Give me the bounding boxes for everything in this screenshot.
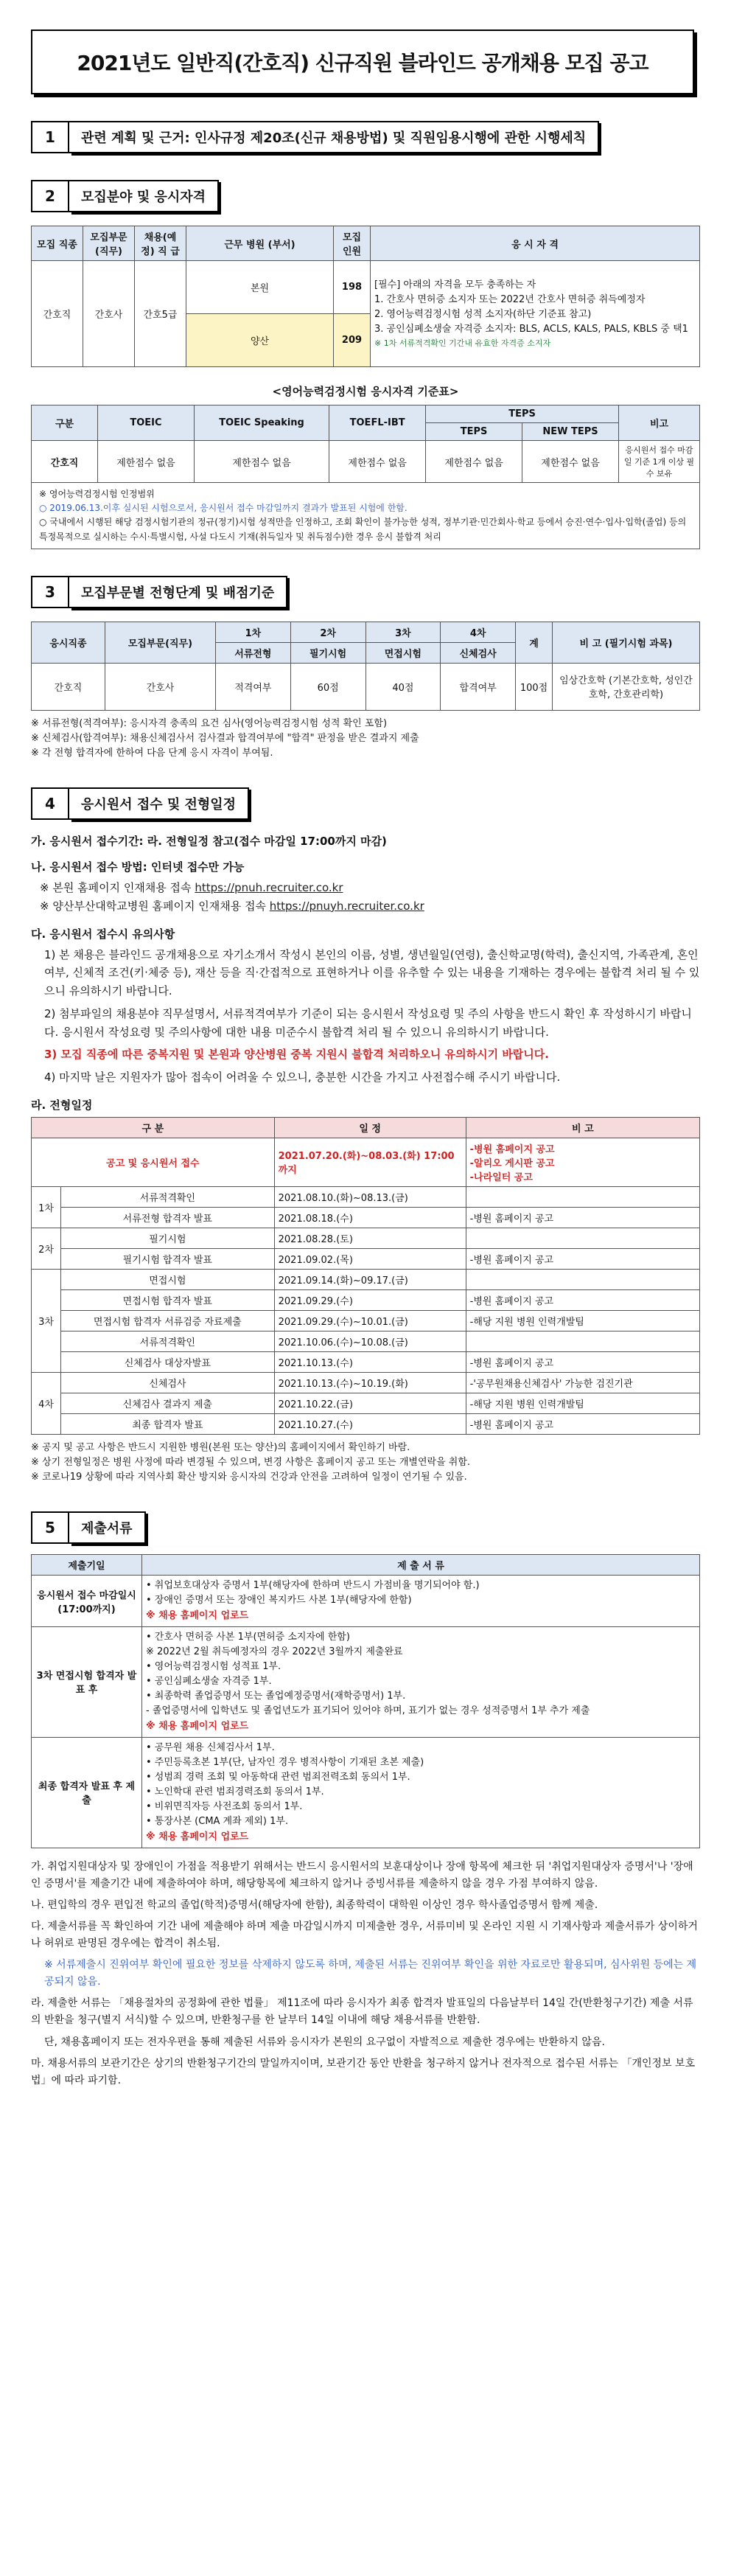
table-cell: 적격여부 <box>216 663 291 710</box>
note-line: ※ 각 전형 합격자에 한하여 다음 단계 응시 자격이 부여됨. <box>31 748 273 759</box>
apply-method: 나. 응시원서 접수 방법: 인터넷 접수만 가능 <box>31 860 245 874</box>
qual-note: ※ 1차 서류적격확인 기간내 유효한 자격증 소지자 <box>374 338 551 349</box>
schedule-item: 신체검사 <box>61 1372 275 1393</box>
schedule-note: -해당 지원 병원 인력개발팀 <box>466 1393 699 1413</box>
stage-table <box>31 622 700 711</box>
section-number: 5 <box>31 1511 69 1544</box>
section-5-header <box>31 1511 700 1544</box>
schedule-note <box>466 1269 699 1289</box>
schedule-note: -병원 홈페이지 공고 <box>466 1248 699 1269</box>
schedule-note <box>466 1186 699 1207</box>
english-notes <box>31 483 700 549</box>
doc-when: 3차 면접시험 합격자 발표 후 <box>32 1626 142 1737</box>
table-header: NEW TEPS <box>522 423 619 441</box>
schedule-item: 최종 합격자 발표 <box>61 1413 275 1434</box>
stage-cell: 4차 <box>32 1372 61 1434</box>
table-header: 일 정 <box>274 1117 466 1138</box>
link-text: 본원 홈페이지 인재채용 접속 <box>52 881 192 895</box>
note-line: ※ 신체검사(합격여부): 채용신체검사서 검사결과 합격여부에 "합격" 판정을 받은 결과지 제출 <box>31 732 419 744</box>
table-header: 2차 <box>290 622 366 642</box>
table-cell: 제한점수 없음 <box>98 441 195 483</box>
table-header: TOEIC Speaking <box>194 405 329 441</box>
table-header: 제출기일 <box>32 1555 142 1576</box>
table-header: 면접시험 <box>366 642 441 663</box>
schedule-item: 신체검사 결과지 제출 <box>61 1393 275 1413</box>
caution-list <box>31 946 700 1087</box>
doc-item: - 졸업증명서에 입학년도 및 졸업년도가 표기되어 있어야 하며, 표기가 없는 경우 성적증명서 1부 추가 제출 <box>146 1705 590 1717</box>
doc-item: • 주민등록초본 1부(단, 남자인 경우 병적사항이 기재된 초본 제출) <box>146 1756 424 1768</box>
documents-notes <box>31 1859 700 2089</box>
qual-item: 2. 영어능력검정시험 성적 소지자(하단 기준표 참고) <box>374 308 592 320</box>
section-number: 4 <box>31 787 69 820</box>
link-row <box>31 897 700 916</box>
doc-items <box>142 1626 700 1737</box>
caution-title: 다. 응시원서 접수시 유의사항 <box>31 927 175 941</box>
recruit-link-main[interactable]: https://pnuh.recruiter.co.kr <box>195 881 343 895</box>
schedule-date: 2021.08.18.(수) <box>274 1207 466 1228</box>
note-line: ※ 코로나19 상황에 따라 지역사회 확산 방지와 응시자의 건강과 안전을 고려하여 일정이 연기될 수 있음. <box>31 1472 467 1483</box>
doc-item: • 공인심폐소생술 자격증 1부. <box>146 1676 272 1688</box>
doc-note: 다. 제출서류를 꼭 확인하여 기간 내에 제출해야 하며 제출 마감일시까지 미제출한 경우, 서류미비 및 온라인 지원 시 기재사항과 제출서류가 상이하거나 허위로 판명된 경우에는 합격이 취소됨. <box>31 1921 698 1950</box>
table-header: 1차 <box>216 622 291 642</box>
note-line: ※ 상기 전형일정은 병원 사정에 따라 변경될 수 있으며, 변경 사항은 홈페이지 공고 또는 개별연락을 취함. <box>31 1457 471 1469</box>
table-cell: 임상간호학 (기본간호학, 성인간호학, 간호관리학) <box>553 663 700 710</box>
table-header: TEPS <box>426 423 522 441</box>
doc-note: 라. 제출한 서류는 「채용절차의 공정화에 관한 법률」 제11조에 따라 응시자가 최종 합격자 발표일의 다음날부터 14일 간(반환청구기간) 제출 서류의 반환을 청구(별지 서식)할 수 있으며, 반환청구를 한 날부터 14일 이내에 해당 채용서류를 반환함. <box>31 1997 693 2027</box>
doc-note: 나. 편입학의 경우 편입전 학교의 졸업(학적)증명서(해당자에 한함), 최종학력이 대학원 이상인 경우 학사졸업증명서 함께 제출. <box>31 1898 598 1911</box>
doc-item: • 장애인 증명서 또는 장애인 복지카드 사본 1부(해당자에 한함) <box>146 1595 412 1606</box>
caution-item: 4) 마지막 날은 지원자가 많아 접속이 어려울 수 있으니, 충분한 시간을 가지고 사전접수해 주시기 바랍니다. <box>44 1071 561 1085</box>
table-cell: 제한점수 없음 <box>522 441 619 483</box>
note-line: ※ 공지 및 공고 사항은 반드시 지원한 병원(본원 또는 양산)의 홈페이지에서 확인하기 바람. <box>31 1441 410 1453</box>
english-table <box>31 405 700 483</box>
schedule-note: -해당 지원 병원 인력개발팀 <box>466 1310 699 1331</box>
table-header: 모집부문 (직무) <box>83 226 135 261</box>
bullet: ※ <box>40 899 53 913</box>
doc-item: • 노인학대 관련 범죄경력조회 동의서 1부. <box>146 1786 324 1798</box>
schedule-date: 2021.10.06.(수)~10.08.(금) <box>274 1331 466 1351</box>
stage-cell: 1차 <box>32 1186 61 1228</box>
doc-note: 마. 채용서류의 보관기간은 상기의 반환청구기간의 말일까지이며, 보관기간 동안 반환을 청구하지 않거나 전자적으로 접수된 서류는 「개인정보 보호법」에 따라 파기함. <box>31 2057 696 2086</box>
schedule-item: 면접시험 합격자 서류검증 자료제출 <box>61 1310 275 1331</box>
table-header: 모집 직종 <box>32 226 83 261</box>
doc-upload: ※ 채용 홈페이지 업로드 <box>146 1609 249 1621</box>
table-cell: 제한점수 없음 <box>329 441 426 483</box>
schedule-table <box>31 1117 700 1435</box>
caution-item: 3) 모집 직종에 따른 중복지원 및 본원과 양산병원 중복 지원시 불합격 처리하오니 유의하시기 바랍니다. <box>44 1048 549 1062</box>
schedule-item: 면접시험 <box>61 1269 275 1289</box>
schedule-date: 2021.10.22.(금) <box>274 1393 466 1413</box>
schedule-note: -병원 홈페이지 공고 <box>466 1289 699 1310</box>
table-header: 구분 <box>32 405 98 441</box>
table-header: TOEIC <box>98 405 195 441</box>
section-title: 관련 계획 및 근거: 인사규정 제20조(신규 채용방법) 및 직원임용시행에 관한 시행세칙 <box>69 121 599 153</box>
recruit-table <box>31 226 700 367</box>
recruit-link-yangsan[interactable]: https://pnuyh.recruiter.co.kr <box>269 899 424 913</box>
table-cell: 제한점수 없음 <box>426 441 522 483</box>
schedule-date: 2021.09.02.(목) <box>274 1248 466 1269</box>
doc-item: • 간호사 면허증 사본 1부(면허증 소지자에 한함) <box>146 1631 350 1643</box>
table-header: 필기시험 <box>290 642 366 663</box>
hospital-cell: 양산 <box>186 314 334 367</box>
table-header: 비 고 (필기시험 과목) <box>553 622 700 663</box>
table-header: 비고 <box>619 405 700 441</box>
job-cell: 간호직 <box>32 261 83 367</box>
schedule-item: 공고 및 응시원서 접수 <box>32 1138 275 1186</box>
table-header: 서류전형 <box>216 642 291 663</box>
doc-note: 단, 채용홈페이지 또는 전자우편을 통해 제출된 서류와 응시자가 본원의 요구없이 자발적으로 제출한 경우에는 반환하지 않음. <box>44 2036 605 2048</box>
table-header: 계 <box>516 622 553 663</box>
apply-period: 가. 응시원서 접수기간: 라. 전형일정 참고(접수 마감일 17:00까지 마감) <box>31 835 387 849</box>
caution-item: 1) 본 채용은 블라인드 공개채용으로 자기소개서 작성시 본인의 이름, 성별, 생년월일(연령), 출신학교명(학력), 출신지역, 가족관계, 혼인여부, 신체적 조건(키·체중 등), 재산 등을 직·간접적으로 표현하거나 이를 유추할 수 있는 내용을 기재하는 경우에는 불합격 처리 될 수 있으니 유의하시기 바랍니다. <box>44 947 700 998</box>
table-cell: 100점 <box>516 663 553 710</box>
link-text: 양산부산대학교병원 홈페이지 인재채용 접속 <box>52 899 266 913</box>
table-header: 응시직종 <box>32 622 105 663</box>
stage-cell: 2차 <box>32 1228 61 1269</box>
doc-note: 가. 취업지원대상자 및 장애인이 가점을 적용받기 위해서는 반드시 응시원서의 보훈대상이나 장애 항목에 체크한 뒤 '취업지원대상자 증명서'나 '장애인 증명서'를 제출기간 내에 제출하여야 하며, 해당항목에 체크하지 않거나 증빙서류를 제출하지 않을 경우 가점 부여하지 않음. <box>31 1860 693 1890</box>
schedule-date: 2021.09.29.(수) <box>274 1289 466 1310</box>
table-header: 모집부문(직무) <box>105 622 216 663</box>
bullet: ※ <box>40 881 53 895</box>
doc-items <box>142 1737 700 1848</box>
field-cell: 간호사 <box>83 261 135 367</box>
page-title: 2021년도 일반직(간호직) 신규직원 블라인드 공개채용 모집 공고 <box>31 29 694 94</box>
section-title: 응시원서 접수 및 전형일정 <box>69 787 249 820</box>
doc-item: • 성범죄 경력 조회 및 아동학대 관련 범죄전력조회 동의서 1부. <box>146 1772 410 1783</box>
caution-item: 2) 첨부파일의 채용분야 직무설명서, 서류적격여부가 기준이 되는 응시원서 작성요령 및 주의 사항을 반드시 확인 후 작성하시기 바랍니다. 응시원서 작성요령 및 주의사항에 대한 내용 미준수시 불합격 처리 될 수 있으니 유의하시기 바랍니다. <box>44 1006 692 1039</box>
schedule-item: 서류적격확인 <box>61 1331 275 1351</box>
table-header: 모집 인원 <box>334 226 371 261</box>
count-cell: 198 <box>334 261 371 314</box>
schedule-date: 2021.08.10.(화)~08.13.(금) <box>274 1186 466 1207</box>
table-cell: 간호직 <box>32 663 105 710</box>
schedule-date: 2021.10.27.(수) <box>274 1413 466 1434</box>
schedule-item: 신체검사 대상자발표 <box>61 1351 275 1372</box>
schedule-note: -병원 홈페이지 공고 <box>466 1413 699 1434</box>
table-cell: 60점 <box>290 663 366 710</box>
schedule-note: -병원 홈페이지 공고 <box>466 1351 699 1372</box>
table-cell: 간호직 <box>32 441 98 483</box>
schedule-date: 2021.10.13.(수) <box>274 1351 466 1372</box>
link-row <box>31 879 700 897</box>
doc-upload: ※ 채용 홈페이지 업로드 <box>146 1720 249 1732</box>
stage-cell: 3차 <box>32 1269 61 1372</box>
doc-item: ※ 2022년 2월 취득예정자의 경우 2022년 3월까지 제출완료 <box>146 1646 403 1657</box>
schedule-note: -병원 홈페이지 공고 <box>466 1207 699 1228</box>
doc-when: 최종 합격자 발표 후 제출 <box>32 1737 142 1848</box>
schedule-date: 2021.09.29.(수)~10.01.(금) <box>274 1310 466 1331</box>
qualification-cell <box>371 261 700 367</box>
table-header: 제 출 서 류 <box>142 1555 700 1576</box>
section-title: 모집부문별 전형단계 및 배점기준 <box>69 576 287 608</box>
doc-note: ※ 서류제출시 진위여부 확인에 필요한 정보를 삭제하지 않도록 하며, 제출된 서류는 진위여부 확인을 위한 자료로만 활용되며, 심사위원 등에는 제공되지 않음. <box>44 1959 697 1988</box>
schedule-date: 2021.10.13.(수)~10.19.(화) <box>274 1372 466 1393</box>
table-header: 응 시 자 격 <box>371 226 700 261</box>
documents-table <box>31 1554 700 1848</box>
grade-cell: 간호5급 <box>135 261 186 367</box>
section-2-header <box>31 180 700 212</box>
note-line: ※ 영어능력검정시험 인정범위 <box>39 489 155 499</box>
note-line: ○ 국내에서 시행된 해당 검정시험기관의 정규(정기)시험 성적만을 인정하고, 조회 확인이 불가능한 성적, 정부기관·민간회사·학교 등에서 승진·연수·입사·입학(졸업) 등의 특정목적으로 실시하는 수시·특별시험, 사설 다도시 기재(취득일자 및 취득점수)한 경우 응시 불합격 처리 <box>39 517 687 542</box>
table-cell: 합격여부 <box>441 663 516 710</box>
section-number: 3 <box>31 576 69 608</box>
table-cell: 40점 <box>366 663 441 710</box>
doc-upload: ※ 채용 홈페이지 업로드 <box>146 1831 249 1842</box>
section-1-header <box>31 121 700 153</box>
schedule-date: 2021.08.28.(토) <box>274 1228 466 1248</box>
table-cell: 응시원서 접수 마감일 기준 1개 이상 필수 보유 <box>619 441 700 483</box>
hospital-cell: 본원 <box>186 261 334 314</box>
section-number: 1 <box>31 121 69 153</box>
schedule-date: 2021.07.20.(화)~08.03.(화) 17:00까지 <box>274 1138 466 1186</box>
schedule-item: 필기시험 <box>61 1228 275 1248</box>
doc-item: • 공무원 채용 신체검사서 1부. <box>146 1741 275 1753</box>
schedule-item: 서류적격확인 <box>61 1186 275 1207</box>
doc-item: • 영어능력검정시험 성적표 1부. <box>146 1661 281 1673</box>
schedule-note <box>466 1228 699 1248</box>
doc-items <box>142 1576 700 1626</box>
note-line: ○ 2019.06.13.이후 실시된 시험으로서, 응시원서 접수 마감일까지 결과가 발표된 시험에 한함. <box>39 503 408 514</box>
schedule-title: 라. 전형일정 <box>31 1098 93 1112</box>
count-cell: 209 <box>334 314 371 367</box>
section-title: 모집분야 및 응시자격 <box>69 180 219 212</box>
doc-item: • 비위면직자등 사전조회 동의서 1부. <box>146 1801 303 1813</box>
doc-item: • 취업보호대상자 증명서 1부(해당자에 한하며 반드시 가점비율 명기되어야 함.) <box>146 1580 480 1592</box>
section-number: 2 <box>31 180 69 212</box>
doc-item: • 최종학력 졸업증명서 또는 졸업예정증명서(재학증명서) 1부. <box>146 1691 406 1702</box>
table-cell: 제한점수 없음 <box>194 441 329 483</box>
schedule-item: 서류전형 합격자 발표 <box>61 1207 275 1228</box>
table-header: TOEFL-IBT <box>329 405 426 441</box>
note-line: ※ 서류전형(적격여부): 응시자격 충족의 요건 심사(영어능력검정시험 성적 확인 포함) <box>31 717 388 729</box>
schedule-notes <box>31 1441 700 1485</box>
schedule-note: -'공무원채용신체검사' 가능한 검진기관 <box>466 1372 699 1393</box>
qual-title: [필수] 아래의 자격을 모두 충족하는 자 <box>374 279 536 290</box>
schedule-date: 2021.09.14.(화)~09.17.(금) <box>274 1269 466 1289</box>
qual-item: 3. 공인심폐소생술 자격증 소지자: BLS, ACLS, KALS, PALS, KBLS 중 택1 <box>374 324 688 335</box>
english-table-title: <영어능력검정시험 응시자격 기준표> <box>272 385 459 398</box>
table-header: 4차 <box>441 622 516 642</box>
table-header: 신체검사 <box>441 642 516 663</box>
schedule-note <box>466 1331 699 1351</box>
section-title: 제출서류 <box>69 1511 146 1544</box>
doc-item: • 통장사본 (CMA 계좌 제외) 1부. <box>146 1816 289 1828</box>
schedule-item: 필기시험 합격자 발표 <box>61 1248 275 1269</box>
section-3-header <box>31 576 700 608</box>
table-header: 3차 <box>366 622 441 642</box>
schedule-note: -병원 홈페이지 공고 -알리오 게시판 공고 -나라일터 공고 <box>466 1138 699 1186</box>
doc-when: 응시원서 접수 마감일시 (17:00까지) <box>32 1576 142 1626</box>
table-header: 구 분 <box>32 1117 275 1138</box>
table-cell: 간호사 <box>105 663 216 710</box>
table-header: 채용(예정) 직 급 <box>135 226 186 261</box>
table-header: TEPS <box>426 405 619 423</box>
section-4-header <box>31 787 700 820</box>
schedule-item: 면접시험 합격자 발표 <box>61 1289 275 1310</box>
stage-notes <box>31 717 700 761</box>
table-header: 근무 병원 (부서) <box>186 226 334 261</box>
qual-item: 1. 간호사 면허증 소지자 또는 2022년 간호사 면허증 취득예정자 <box>374 293 646 305</box>
table-header: 비 고 <box>466 1117 699 1138</box>
